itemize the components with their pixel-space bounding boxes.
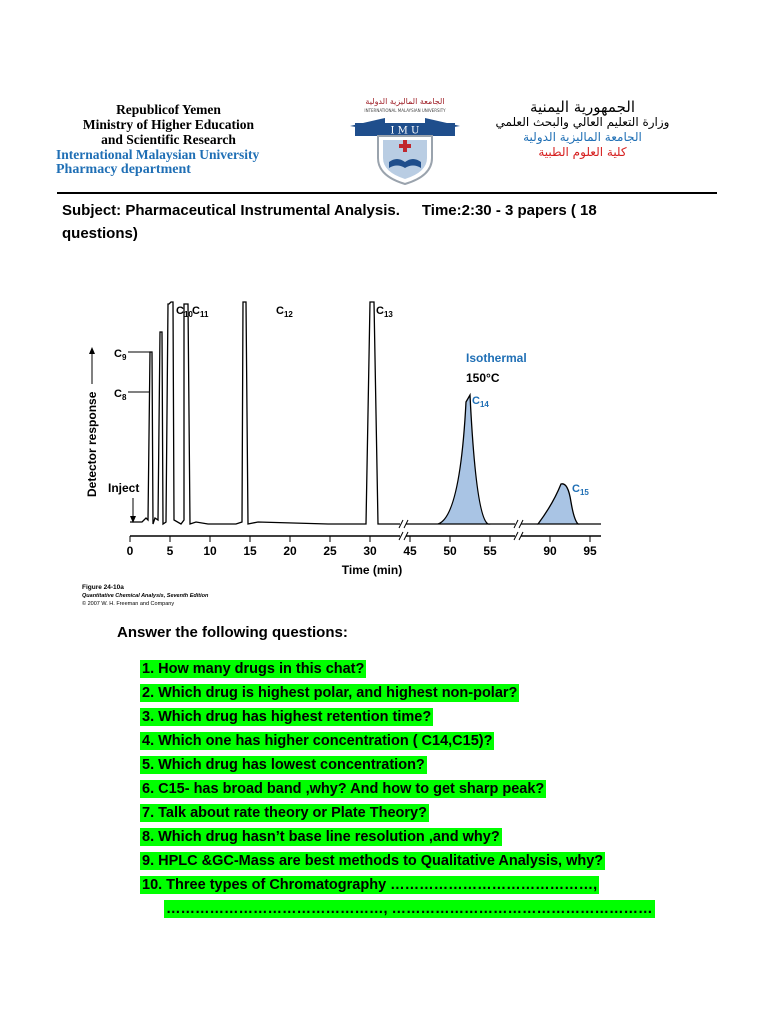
header-ar-college: كلية العلوم الطبية xyxy=(538,145,627,159)
question-item xyxy=(140,874,700,898)
question-4: 4. Which one has higher concentration ( C14,C15)? xyxy=(142,733,493,749)
chromatogram-figure xyxy=(78,292,618,614)
annotation-isothermal: Isothermal xyxy=(466,351,527,365)
question-item xyxy=(140,682,700,706)
logo-arabic-title: الجامعة الماليزية الدولية xyxy=(365,97,445,106)
question-3: 3. Which drug has highest retention time? xyxy=(142,709,432,725)
x-tick-label-45: 45 xyxy=(403,544,417,558)
header-ar-ministry: وزارة التعليم العالي والبحث العلمي xyxy=(495,115,670,129)
question-8: 8. Which drug hasn’t base line resolution ,and why? xyxy=(142,829,500,845)
university-logo xyxy=(345,96,465,186)
answer-title: Answer the following questions: xyxy=(117,624,348,641)
subject-line xyxy=(62,199,662,245)
question-10: 10. Three types of Chromatography ……………………………………, xyxy=(142,877,598,893)
questions-list xyxy=(140,658,700,922)
subject-text: Subject: Pharmaceutical Instrumental Analysis. xyxy=(62,202,400,219)
question-item xyxy=(140,706,700,730)
x-tick-label-55: 55 xyxy=(483,544,497,558)
question-item xyxy=(140,730,700,754)
question-item xyxy=(140,658,700,682)
y-axis-label: Detector response xyxy=(85,391,99,497)
header-ar-country: الجمهورية اليمنية xyxy=(529,98,635,116)
question-item xyxy=(140,850,700,874)
logo-letters: I M U xyxy=(390,125,420,137)
question-item xyxy=(140,826,700,850)
peak-label-c14: $C_{14}$ xyxy=(472,395,489,409)
header-divider xyxy=(57,192,717,194)
peak-label-c9: $C_9$ xyxy=(114,348,127,362)
header-right xyxy=(480,100,685,160)
peak-label-c8: $C_8$ xyxy=(114,388,127,402)
header-ministry: Ministry of Higher Education xyxy=(82,117,255,132)
question-10-blanks: ………………………………………, ……………………………………………… xyxy=(166,901,653,917)
header-ministry-cont: and Scientific Research xyxy=(101,132,236,147)
peak-label-c12: $C_{12}$ xyxy=(276,305,293,319)
peak-labels xyxy=(114,305,589,497)
question-item xyxy=(140,778,700,802)
x-tick-label-25: 25 xyxy=(323,544,337,558)
peak-label-c13: $C_{13}$ xyxy=(376,305,393,319)
x-tick-label-95: 95 xyxy=(583,544,597,558)
header-left xyxy=(56,102,281,177)
chromatogram-trace xyxy=(130,302,400,524)
x-tick-label-0: 0 xyxy=(126,544,134,558)
peak-label-c10: $C_{10}$ xyxy=(176,305,193,319)
x-tick-label-20: 20 xyxy=(283,544,297,558)
figure-caption-2: Quantitative Chemical Analysis, Seventh Edition xyxy=(82,593,209,599)
question-6: 6. C15- has broad band ,why? And how to get sharp peak? xyxy=(142,781,545,797)
header-ar-university: الجامعة الماليزية الدولية xyxy=(523,130,642,144)
x-tick-label-30: 30 xyxy=(363,544,377,558)
header-university: International Malaysian University xyxy=(56,147,260,162)
question-10-cont xyxy=(140,898,700,922)
logo-english-title: INTERNATIONAL MALAYSIAN UNIVERSITY xyxy=(364,108,446,113)
subject-cont: questions) xyxy=(62,225,138,242)
exam-time: Time:2:30 - 3 papers ( 18 xyxy=(421,202,597,219)
peak-label-c11: $C_{11}$ xyxy=(192,305,209,319)
annotation-temperature: 150°C xyxy=(466,371,500,385)
figure-caption-1: Figure 24-10a xyxy=(82,584,124,591)
c14-peak xyxy=(438,395,488,524)
question-7: 7. Talk about rate theory or Plate Theory? xyxy=(142,805,427,821)
x-tick-label-15: 15 xyxy=(243,544,257,558)
annotation-inject: Inject xyxy=(108,481,140,495)
header-country: Republicof Yemen xyxy=(116,102,221,117)
figure-caption-3: © 2007 W. H. Freeman and Company xyxy=(82,601,175,607)
question-item xyxy=(140,802,700,826)
x-tick-label-5: 5 xyxy=(166,544,174,558)
x-tick-label-50: 50 xyxy=(443,544,457,558)
question-2: 2. Which drug is highest polar, and highest non-polar? xyxy=(142,685,518,701)
peak-label-c15: $C_{15}$ xyxy=(572,483,589,497)
question-item xyxy=(140,754,700,778)
header-department: Pharmacy department xyxy=(56,162,191,177)
x-axis-label: Time (min) xyxy=(341,563,403,577)
x-tick-label-90: 90 xyxy=(543,544,557,558)
question-5: 5. Which drug has lowest concentration? xyxy=(142,757,425,773)
question-9: 9. HPLC &GC-Mass are best methods to Qualitative Analysis, why? xyxy=(142,853,604,869)
x-tick-label-10: 10 xyxy=(203,544,217,558)
question-1: 1. How many drugs in this chat? xyxy=(142,661,365,677)
